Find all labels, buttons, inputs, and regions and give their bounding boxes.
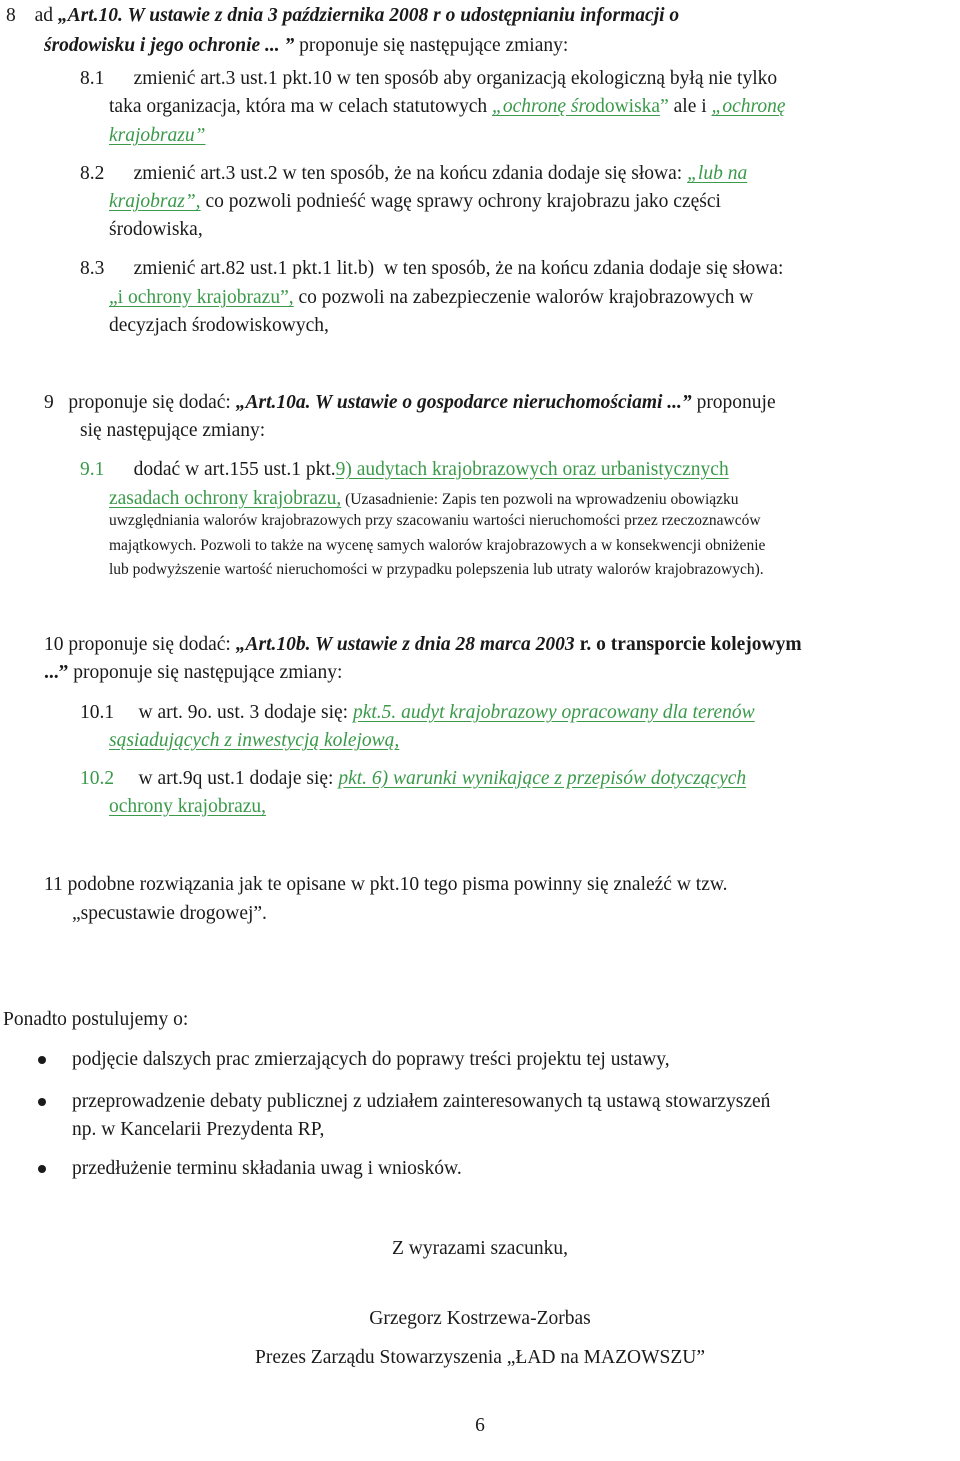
item-9-1-line-3: uwzględniania walorów krajobrazowych przy szacowaniu wartości nieruchomości przez rzeczoznawców: [109, 512, 761, 529]
item-8-3-line-1: 8.3 zmienić art.82 ust.1 pkt.1 lit.b) w ten sposób, że na końcu zdania dodaje się słowa:: [80, 258, 784, 279]
section-9-line-1: 9 proponuje się dodać: „Art.10a. W ustawie o gospodarce nieruchomościami ...” proponuje: [44, 392, 776, 413]
law-title-cont: środowisku i jego ochronie ... ”: [44, 35, 295, 56]
postulate-item-2: przeprowadzenie debaty publicznej z udziałem zainteresowanych tą ustawą stowarzyszeń: [72, 1091, 771, 1112]
item-9-1-line-2: zasadach ochrony krajobrazu, (Uzasadnienie: Zapis ten pozwoli na wprowadzeniu obowiązku: [109, 488, 739, 509]
item-8-1-line-2: taka organizacja, która ma w celach statutowych „ochronę środowiska” ale i „ochronę: [109, 96, 786, 117]
item-9-1-line-5: lub podwyższenie wartość nieruchomości w przypadku polepszenia lub utraty walorów krajobrazowych).: [109, 561, 764, 578]
section-9-line-2: się następujące zmiany:: [80, 420, 266, 441]
item-10-2-line-1: 10.2 w art.9q ust.1 dodaje się: pkt. 6) warunki wynikające z przepisów dotyczących: [80, 768, 747, 789]
item-8-3-line-2: „i ochrony krajobrazu”, co pozwoli na zabezpieczenie walorów krajobrazowych w: [109, 287, 754, 308]
postulates-intro: Ponadto postulujemy o:: [3, 1009, 189, 1030]
item-8-1-line-1: 8.1 zmienić art.3 ust.1 pkt.10 w ten sposób aby organizacją ekologiczną byłą nie tylko: [80, 68, 778, 89]
item-10-1-line-1: 10.1 w art. 9o. ust. 3 dodaje się: pkt.5. audyt krajobrazowy opracowany dla terenów: [80, 702, 755, 723]
item-9-1-line-4: majątkowych. Pozwoli to także na wycenę samych walorów krajobrazowych a w konsekwencji obniżenie: [109, 537, 766, 554]
item-8-2-line-3: środowiska,: [109, 219, 203, 240]
item-8-2-line-2: krajobraz”, co pozwoli podnieść wagę sprawy ochrony krajobrazu jako części: [109, 191, 721, 212]
item-8-3-line-3: decyzjach środowiskowych,: [109, 315, 329, 336]
item-9-1-line-1: 9.1 dodać w art.155 ust.1 pkt.9) audytach krajobrazowych oraz urbanistycznych: [80, 459, 729, 480]
section-11-line-2: „specustawie drogowej”.: [72, 903, 267, 924]
signatory-name: Grzegorz Kostrzewa-Zorbas: [369, 1308, 591, 1329]
postulate-item-1: podjęcie dalszych prac zmierzających do poprawy treści projektu tej ustawy,: [72, 1049, 670, 1070]
law-title: „Art.10a. W ustawie o gospodarce nieruchomościami ...”: [235, 392, 692, 413]
page-number: 6: [475, 1415, 485, 1436]
item-8-1-line-3: krajobrazu”: [109, 125, 206, 146]
item-10-2-line-2: ochrony krajobrazu,: [109, 796, 267, 817]
signatory-title: Prezes Zarządu Stowarzyszenia „ŁAD na MAZOWSZU”: [255, 1347, 705, 1368]
section-8-line-1: 8 ad „Art.10. W ustawie z dnia 3 października 2008 r o udostępnianiu informacji o: [6, 5, 680, 26]
item-8-2-line-1: 8.2 zmienić art.3 ust.2 w ten sposób, że na końcu zdania dodaje się słowa: „lub na: [80, 163, 748, 184]
section-11-line-1: 11 podobne rozwiązania jak te opisane w pkt.10 tego pisma powinny się znaleźć w tzw.: [44, 874, 728, 895]
bullet-icon: [38, 1165, 46, 1173]
bullet-icon: [38, 1098, 46, 1106]
section-10-line-2: ...” proponuje się następujące zmiany:: [44, 662, 343, 683]
bullet-icon: [38, 1056, 46, 1064]
law-title: „Art.10. W ustawie z dnia 3 października 2008 r o udostępnianiu informacji o: [57, 5, 680, 26]
closing-regards: Z wyrazami szacunku,: [392, 1238, 568, 1259]
postulate-item-2-cont: np. w Kancelarii Prezydenta RP,: [72, 1119, 325, 1140]
item-10-1-line-2: sąsiadujących z inwestycją kolejową,: [109, 730, 400, 751]
section-8-line-2: środowisku i jego ochronie ... ” proponuje się następujące zmiany:: [44, 35, 569, 56]
law-title: „Art.10b. W ustawie z dnia 28 marca 2003: [235, 634, 580, 655]
section-10-line-1: 10 proponuje się dodać: „Art.10b. W ustawie z dnia 28 marca 2003 r. o transporcie kolejowym: [44, 634, 802, 655]
postulate-item-3: przedłużenie terminu składania uwag i wniosków.: [72, 1158, 462, 1179]
section-number: 8: [6, 5, 16, 26]
